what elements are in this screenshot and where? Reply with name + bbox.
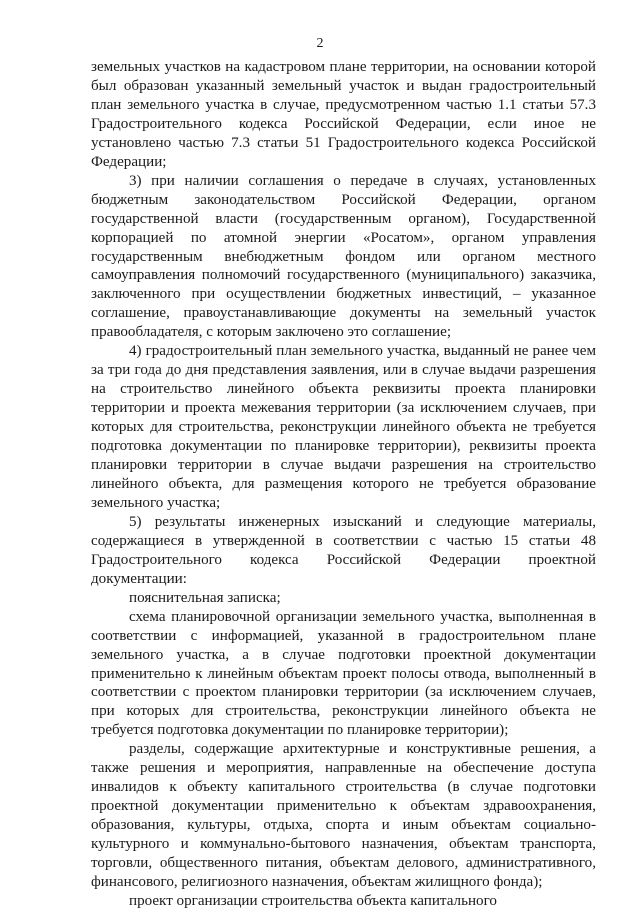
paragraph-item-5: 5) результаты инженерных изысканий и следующие материалы, содержащиеся в утвержденной в соответствии с частью 15 статьи 48 Градостроительного кодекса Российской Федерации проектной документации: [91,513,596,587]
paragraph-item-4: 4) градостроительный план земельного участка, выданный не ранее чем за три года до дня представления заявления, или в случае выдачи разрешения на строительство линейного объекта реквизиты проекта планировки территории и проекта межевания территории (за исключением случаев, при которых для строительства, реконструкции линейного объекта не требуется подготовка документации по планировке территории), реквизиты проекта планировки территории в случае выдачи разрешения на строительство линейного объекта, для размещения которого не требуется образование земельного участка; [91,343,596,511]
document-body [91,58,596,911]
page-number: 2 [316,36,324,51]
paragraph-architectural-sections: разделы, содержащие архитектурные и конструктивные решения, а также решения и мероприятия, направленные на обеспечение доступа инвалидов к объекту капитального строительства (в случае подготовки проектной документации применительно к объектам здравоохранения, образования, культуры, отдыха, спорта и иным объектам социально-культурного и коммунально-бытового назначения, объектам транспорта, торговли, общественного питания, объектам делового, административного, финансового, религиозного назначения, объектам жилищного фонда); [91,741,596,890]
paragraph-item-3: 3) при наличии соглашения о передаче в случаях, установленных бюджетным законодательством Российской Федерации, органом государственной власти (государственным органом), Государственной корпорацией по атомной энергии «Росатом», органом управления государственным внебюджетным фондом или органом местного самоуправления полномочий государственного (муниципального) заказчика, заключенного при осуществлении бюджетных инвестиций, – указанное соглашение, правоустанавливающие документы на земельный участок правообладателя, с которым заключено это соглашение; [91,172,596,341]
paragraph-construction-project: проект организации строительства объекта капитального [129,892,497,909]
paragraph-explanatory-note: пояснительная записка; [129,589,281,606]
paragraph-planning-scheme: схема планировочной организации земельного участка, выполненная в соответствии с информацией, указанной в градостроительном плане земельного участка, а в случае подготовки проектной документации применительно к линейным объектам проект полосы отвода, выполненный в соответствии с проектом планировки территории (за исключением случаев, при которых для строительства, реконструкции линейного объекта не требуется подготовка документации по планировке территории); [91,608,596,739]
paragraph-continuation: земельных участков на кадастровом плане территории, на основании которой был образован указанный земельный участок и выдан градостроительный план земельного участка в случае, предусмотренном частью 1.1 статьи 57.3 Градостроительного кодекса Российской Федерации, если иное не установлено частью 7.3 статьи 51 Градостроительного кодекса Российской Федерации; [91,59,596,170]
